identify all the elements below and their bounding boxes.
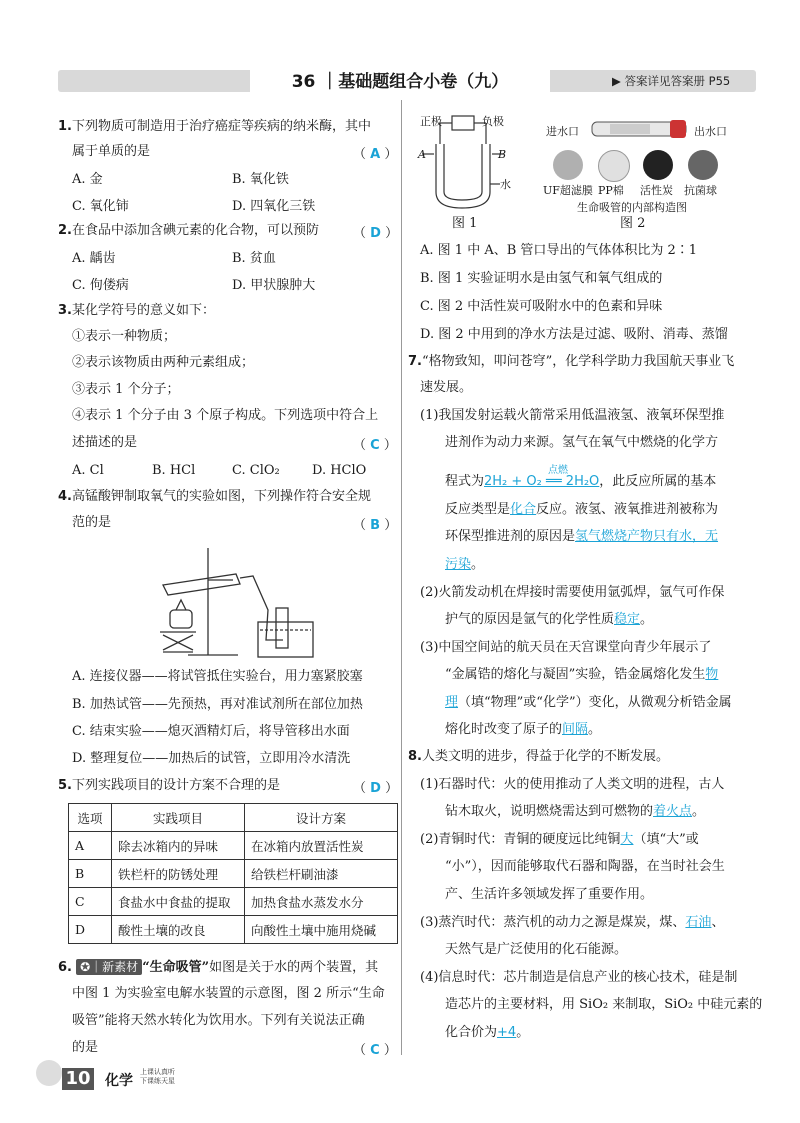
table-row: D 酸性土壤的改良 向酸性土壤中施用烧碱 [69,916,398,944]
q8-p2-line1: (2)青铜时代：青铜的硬度远比纯铜大（填“大”或 [420,832,699,847]
q3-option-b: B. HCl [152,463,196,478]
col-option: 选项 [69,804,112,832]
uf-membrane-image [553,150,583,180]
pp-cotton-image [598,150,630,182]
question-7: 7.“格物致知，叩问苍穹”，化学科学助力我国航天事业飞 [408,354,735,369]
q7-p1-line5: 环保型推进剂的原因是氢气燃烧产物只有水，无 [445,529,719,544]
negative-electrode-label: 负极 [482,115,504,128]
q3-statement-4: ④表示 1 个分子由 3 个原子构成。下列选项中符合上 [72,408,379,423]
q1-answer-box: （ A ） [353,147,398,162]
equation-condition: 点燃 [548,465,568,476]
q7-p3-line2: “金属锆的熔化与凝固”实验，锆金属熔化发生物 [445,667,719,682]
positive-electrode-label: 正极 [420,115,442,128]
question-3: 3.某化学符号的意义如下： [58,303,215,318]
q2-answer-box: （ D ） [353,226,399,241]
question-6: 6. ✪｜新素材 “生命吸管”如图是关于水的两个装置，其 [58,960,379,975]
q5-table [68,803,398,944]
col-project: 实践项目 [112,804,245,832]
q3-option-a: A. Cl [72,463,104,478]
q1-option-b: B. 氧化铁 [232,172,289,187]
figure-2-caption: 图 2 [620,216,646,231]
q7-p1-line3: 程式为2H₂ + O₂ ══ 2H₂O，此反应所属的基本 [445,474,717,489]
new-material-tag: ✪｜新素材 [76,959,142,975]
q4-answer-box: （ B ） [353,518,398,533]
q7-p1-line6: 污染。 [445,557,485,572]
q8-p3-line1: (3)蒸汽时代：蒸汽机的动力之源是煤炭，煤、石油、 [420,915,725,930]
q8-p2-line3: 产、生活许多领域发挥了重要作用。 [445,887,654,902]
q4-option-d: D. 整理复位——加热后的试管，立即用冷水清洗 [72,751,351,766]
q8-p3-line2: 天然气是广泛使用的化石能源。 [445,942,628,957]
q3-statement-1: ①表示一种物质； [72,329,177,344]
q7-p1-line4: 反应类型是化合反应。液氢、液氧推进剂被称为 [445,502,719,517]
question-1: 1.下列物质可制造用于治疗癌症等疾病的纳米酶，其中 [58,119,371,134]
q2-option-b: B. 贫血 [232,251,276,266]
q8-p1-line2: 钻木取火，说明燃烧需达到可燃物的着火点。 [445,804,706,819]
q3-answer-box: （ C ） [353,438,397,453]
table-row: A 除去冰箱内的异味 在冰箱内放置活性炭 [69,832,398,860]
part-ball-label: 抗菌球 [684,184,717,197]
q2-option-d: D. 甲状腺肿大 [232,278,316,293]
water-outlet-label: 出水口 [694,125,727,138]
part-carbon-label: 活性炭 [640,184,673,197]
q4-option-c: C. 结束实验——熄灭酒精灯后，将导管移出水面 [72,724,350,739]
q7-p2-line1: (2)火箭发动机在焊接时需要使用氩弧焊，氩气可作保 [420,585,725,600]
life-straw-figure [590,118,690,140]
antibacterial-ball-image [688,150,718,180]
mascot-icon [36,1060,62,1086]
q7-line2: 速发展。 [420,380,473,395]
q8-p4-line2: 造芯片的主要材料，用 SiO₂ 来制取，SiO₂ 中硅元素的 [445,997,763,1012]
q2-option-c: C. 佝偻病 [72,278,129,293]
answer-reference: ▶ 答案详见答案册 P55 [612,74,731,88]
q8-p2-line2: “小”），因而能够取代石器和陶器，在当时社会生 [445,859,725,874]
q3-option-c: C. ClO₂ [232,463,280,478]
q6-line2: 中图 1 为实验室电解水装置的示意图，图 2 所示“生命 [72,986,385,1001]
q7-p3-line3: 理（填“物理”或“化学”）变化，从微观分析锆金属 [445,695,732,710]
page-title: 36 ｜基础题组合小卷（九） [250,70,550,94]
question-5: 5.下列实践项目的设计方案不合理的是 [58,778,280,793]
q4-line2: 范的是 [72,515,112,530]
q3-statement-3: ③表示 1 个分子； [72,382,180,397]
q3-statement-5: 述描述的是 [72,435,138,450]
q6-option-a: A. 图 1 中 A、B 管口导出的气体体积比为 2∶1 [420,243,698,258]
figure-1-caption: 图 1 [452,216,478,231]
footer-slogan: 上课认真听 下课练天星 [140,1068,175,1085]
q1-option-d: D. 四氧化三铁 [232,199,316,214]
q7-p3-line1: (3)中国空间站的航天员在天宫课堂向青少年展示了 [420,640,712,655]
q8-p4-line3: 化合价为+4。 [445,1025,530,1040]
q7-p3-line4: 熔化时改变了原子的间隔。 [445,722,602,737]
q4-option-b: B. 加热试管——先预热，再对准试剂所在部位加热 [72,697,363,712]
q6-option-c: C. 图 2 中活性炭可吸附水中的色素和异味 [420,299,663,314]
q7-p2-line2: 护气的原因是氩气的化学性质稳定。 [445,612,654,627]
question-4: 4.高锰酸钾制取氧气的实验如图，下列操作符合安全规 [58,489,371,504]
q7-p1-line1: (1)我国发射运载火箭常采用低温液氢、液氧环保型推 [420,408,725,423]
q1-option-c: C. 氧化铈 [72,199,129,214]
page-number: 10 [62,1068,94,1090]
q1-line2: 属于单质的是 [72,144,151,159]
part-uf-label: UF超滤膜 [543,184,593,197]
table-row: C 食盐水中食盐的提取 加热食盐水蒸发水分 [69,888,398,916]
q5-answer-box: （ D ） [353,781,399,796]
activated-carbon-image [643,150,673,180]
q3-option-d: D. HClO [312,463,367,478]
tube-a-label: A [418,148,426,161]
q6-line3: 吸管”能将天然水转化为饮用水。下列有关说法正确 [72,1013,365,1028]
part-pp-label: PP棉 [598,184,624,197]
q3-statement-2: ②表示该物质由两种元素组成； [72,355,255,370]
q8-p4-line1: (4)信息时代：芯片制造是信息产业的核心技术，硅是制 [420,970,738,985]
oxygen-apparatus-figure [148,540,328,665]
q6-option-d: D. 图 2 中用到的净水方法是过滤、吸附、消毒、蒸馏 [420,327,728,342]
q8-p1-line1: (1)石器时代：火的使用推动了人类文明的进程，古人 [420,777,725,792]
water-inlet-label: 进水口 [546,125,579,138]
tube-b-label: B [498,148,507,161]
equation-answer: 2H₂ + O₂ ══ 2H₂O [484,474,600,489]
water-label: 水 [500,178,511,191]
q6-answer-box: （ C ） [353,1043,397,1058]
question-2: 2.在食品中添加含碘元素的化合物，可以预防 [58,223,319,238]
q1-option-a: A. 金 [72,172,103,187]
q6-option-b: B. 图 1 实验证明水是由氢气和氧气组成的 [420,271,663,286]
subject-label: 化学 [105,1073,133,1089]
straw-structure-caption: 生命吸管的内部构造图 [577,201,687,214]
table-row: B 铁栏杆的防锈处理 给铁栏杆刷油漆 [69,860,398,888]
table-header-row [69,804,398,832]
q6-line4: 的是 [72,1040,99,1055]
q4-option-a: A. 连接仪器——将试管抵住实验台，用力塞紧胶塞 [72,669,363,684]
col-plan: 设计方案 [245,804,398,832]
column-divider [401,100,402,1055]
q2-option-a: A. 龋齿 [72,251,116,266]
q7-p1-line2: 进剂作为动力来源。氢气在氧气中燃烧的化学方 [445,435,719,450]
question-8: 8.人类文明的进步，得益于化学的不断发展。 [408,749,669,764]
